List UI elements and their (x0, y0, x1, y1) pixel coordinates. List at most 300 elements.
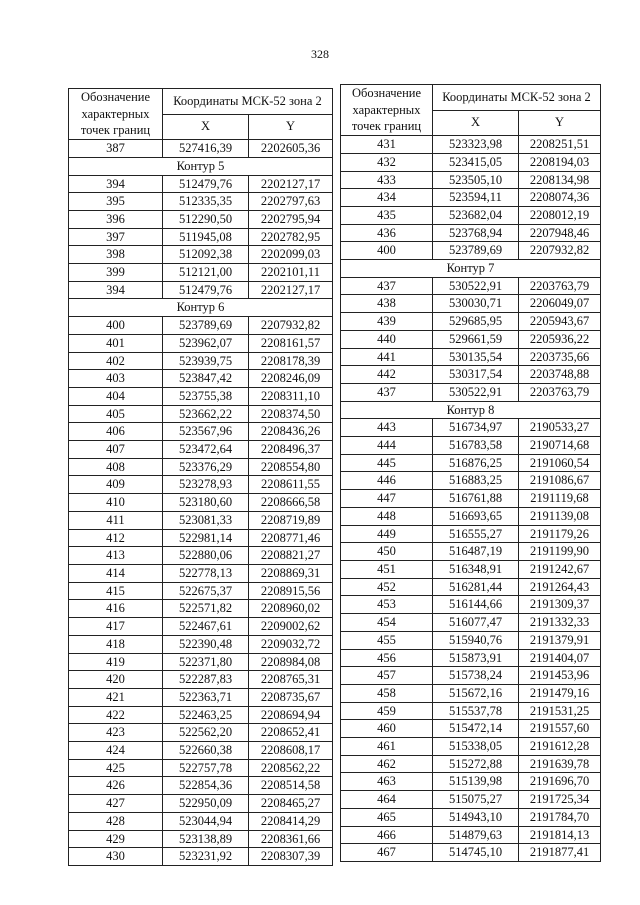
contour-row (341, 401, 601, 419)
y-coordinate-cell: 2203763,79 (519, 383, 601, 401)
x-coordinate-cell: 515873,91 (433, 649, 519, 667)
table-row (341, 667, 601, 685)
x-coordinate-cell: 522363,71 (163, 688, 249, 706)
point-id-cell: 430 (69, 848, 163, 866)
table-row (69, 423, 333, 441)
x-coordinate-cell: 522981,14 (163, 529, 249, 547)
x-coordinate-cell: 530030,71 (433, 295, 519, 313)
point-id-cell: 417 (69, 618, 163, 636)
point-id-cell: 431 (341, 136, 433, 154)
x-coordinate-cell: 512479,76 (163, 281, 249, 299)
point-id-cell: 443 (341, 419, 433, 437)
x-coordinate-cell: 522880,06 (163, 547, 249, 565)
y-coordinate-cell: 2207948,46 (519, 224, 601, 242)
table-row (341, 330, 601, 348)
x-coordinate-cell: 515338,05 (433, 738, 519, 756)
x-coordinate-cell: 523768,94 (433, 224, 519, 242)
table-row (69, 671, 333, 689)
y-coordinate-cell: 2208361,66 (249, 830, 333, 848)
table-row (341, 242, 601, 260)
y-coordinate-cell: 2208666,58 (249, 494, 333, 512)
page-number: 328 (311, 47, 329, 61)
point-id-cell: 434 (341, 189, 433, 207)
table-row (341, 631, 601, 649)
x-coordinate-cell: 522371,80 (163, 653, 249, 671)
table-row (69, 759, 333, 777)
y-coordinate-cell: 2191612,28 (519, 738, 601, 756)
x-coordinate-cell: 516348,91 (433, 560, 519, 578)
y-coordinate-cell: 2191379,91 (519, 631, 601, 649)
x-coordinate-cell: 522660,38 (163, 742, 249, 760)
x-coordinate-cell: 522571,82 (163, 600, 249, 618)
y-coordinate-cell: 2203735,66 (519, 348, 601, 366)
table-row (69, 352, 333, 370)
point-id-cell: 397 (69, 228, 163, 246)
point-id-cell: 450 (341, 543, 433, 561)
y-coordinate-cell: 2202099,03 (249, 246, 333, 264)
x-coordinate-cell: 530522,91 (433, 277, 519, 295)
table-row (69, 264, 333, 282)
point-id-cell: 426 (69, 777, 163, 795)
y-coordinate-cell: 2191309,37 (519, 596, 601, 614)
table-row (69, 564, 333, 582)
point-id-cell: 440 (341, 330, 433, 348)
x-header: X (163, 114, 249, 140)
point-id-cell: 454 (341, 614, 433, 632)
point-id-cell: 451 (341, 560, 433, 578)
point-id-cell: 455 (341, 631, 433, 649)
point-id-cell: 400 (341, 242, 433, 260)
table-header-row (341, 85, 601, 111)
y-coordinate-cell: 2202127,17 (249, 281, 333, 299)
y-coordinate-cell: 2191814,13 (519, 826, 601, 844)
point-id-cell: 387 (69, 140, 163, 158)
y-coordinate-cell: 2191784,70 (519, 808, 601, 826)
x-coordinate-cell: 523180,60 (163, 494, 249, 512)
y-coordinate-cell: 2190533,27 (519, 419, 601, 437)
point-id-cell: 412 (69, 529, 163, 547)
x-coordinate-cell: 522757,78 (163, 759, 249, 777)
x-coordinate-cell: 522287,83 (163, 671, 249, 689)
table-row (69, 795, 333, 813)
point-id-cell: 466 (341, 826, 433, 844)
x-coordinate-cell: 516876,25 (433, 454, 519, 472)
table-row (69, 547, 333, 565)
x-coordinate-cell: 523278,93 (163, 476, 249, 494)
x-header: X (433, 110, 519, 136)
x-coordinate-cell: 523323,98 (433, 136, 519, 154)
table-row (341, 543, 601, 561)
y-coordinate-cell: 2209032,72 (249, 635, 333, 653)
x-coordinate-cell: 523376,29 (163, 458, 249, 476)
x-coordinate-cell: 522854,36 (163, 777, 249, 795)
x-coordinate-cell: 523505,10 (433, 171, 519, 189)
y-coordinate-cell: 2191139,08 (519, 507, 601, 525)
x-coordinate-cell: 514943,10 (433, 808, 519, 826)
x-coordinate-cell: 516487,19 (433, 543, 519, 561)
table-row (341, 844, 601, 862)
x-coordinate-cell: 523415,05 (433, 153, 519, 171)
point-id-cell: 425 (69, 759, 163, 777)
x-coordinate-cell: 530135,54 (433, 348, 519, 366)
y-coordinate-cell: 2208611,55 (249, 476, 333, 494)
y-coordinate-cell: 2191557,60 (519, 720, 601, 738)
x-coordinate-cell: 512479,76 (163, 175, 249, 193)
y-coordinate-cell: 2205936,22 (519, 330, 601, 348)
x-coordinate-cell: 522778,13 (163, 564, 249, 582)
y-coordinate-cell: 2202795,94 (249, 210, 333, 228)
y-coordinate-cell: 2191877,41 (519, 844, 601, 862)
table-row (69, 582, 333, 600)
contour-label: Контур 6 (69, 299, 333, 317)
x-coordinate-cell: 523044,94 (163, 812, 249, 830)
point-id-cell: 424 (69, 742, 163, 760)
coordinates-table-right (340, 84, 601, 862)
table-row (69, 511, 333, 529)
point-id-cell: 428 (69, 812, 163, 830)
table-row (341, 171, 601, 189)
y-coordinate-cell: 2190714,68 (519, 437, 601, 455)
point-id-cell: 457 (341, 667, 433, 685)
x-coordinate-cell: 516761,88 (433, 490, 519, 508)
point-id-cell: 465 (341, 808, 433, 826)
table-row (341, 472, 601, 490)
table-row (341, 383, 601, 401)
x-coordinate-cell: 523594,11 (433, 189, 519, 207)
x-coordinate-cell: 512335,35 (163, 193, 249, 211)
table-row (69, 777, 333, 795)
point-id-cell: 408 (69, 458, 163, 476)
point-id-cell: 404 (69, 387, 163, 405)
x-coordinate-cell: 515672,16 (433, 684, 519, 702)
point-id-cell: 411 (69, 511, 163, 529)
y-coordinate-cell: 2191086,67 (519, 472, 601, 490)
table-row (69, 405, 333, 423)
x-coordinate-cell: 512121,00 (163, 264, 249, 282)
table-row (341, 578, 601, 596)
x-coordinate-cell: 511945,08 (163, 228, 249, 246)
point-id-cell: 460 (341, 720, 433, 738)
table-row (69, 210, 333, 228)
point-id-cell: 444 (341, 437, 433, 455)
point-id-cell: 394 (69, 281, 163, 299)
table-row (341, 525, 601, 543)
point-id-cell: 436 (341, 224, 433, 242)
point-id-cell: 433 (341, 171, 433, 189)
table-row (341, 437, 601, 455)
point-id-cell: 398 (69, 246, 163, 264)
y-coordinate-cell: 2208984,08 (249, 653, 333, 671)
table-row (69, 317, 333, 335)
y-coordinate-cell: 2203748,88 (519, 366, 601, 384)
y-coordinate-cell: 2208562,22 (249, 759, 333, 777)
y-coordinate-cell: 2208465,27 (249, 795, 333, 813)
table-row (69, 140, 333, 158)
x-coordinate-cell: 516144,66 (433, 596, 519, 614)
y-coordinate-cell: 2208652,41 (249, 724, 333, 742)
y-coordinate-cell: 2191179,26 (519, 525, 601, 543)
x-coordinate-cell: 523567,96 (163, 423, 249, 441)
contour-row (341, 260, 601, 278)
x-coordinate-cell: 516077,47 (433, 614, 519, 632)
table-row (69, 618, 333, 636)
y-coordinate-cell: 2202101,11 (249, 264, 333, 282)
point-id-cell: 461 (341, 738, 433, 756)
point-id-cell: 406 (69, 423, 163, 441)
x-coordinate-cell: 516734,97 (433, 419, 519, 437)
x-coordinate-cell: 522463,25 (163, 706, 249, 724)
point-id-cell: 410 (69, 494, 163, 512)
point-id-cell: 418 (69, 635, 163, 653)
point-id-cell: 416 (69, 600, 163, 618)
point-id-cell: 402 (69, 352, 163, 370)
point-id-cell: 456 (341, 649, 433, 667)
y-coordinate-cell: 2205943,67 (519, 313, 601, 331)
point-id-cell: 435 (341, 206, 433, 224)
x-coordinate-cell: 530317,54 (433, 366, 519, 384)
table-row (341, 755, 601, 773)
x-coordinate-cell: 523939,75 (163, 352, 249, 370)
y-coordinate-cell: 2208765,31 (249, 671, 333, 689)
x-coordinate-cell: 515139,98 (433, 773, 519, 791)
point-id-cell: 396 (69, 210, 163, 228)
point-id-cell: 403 (69, 370, 163, 388)
y-header: Y (249, 114, 333, 140)
y-coordinate-cell: 2191332,33 (519, 614, 601, 632)
y-coordinate-cell: 2208246,09 (249, 370, 333, 388)
y-coordinate-cell: 2202782,95 (249, 228, 333, 246)
y-coordinate-cell: 2191725,34 (519, 791, 601, 809)
x-coordinate-cell: 523789,69 (163, 317, 249, 335)
y-coordinate-cell: 2208194,03 (519, 153, 601, 171)
y-header: Y (519, 110, 601, 136)
y-coordinate-cell: 2208012,19 (519, 206, 601, 224)
table-row (69, 724, 333, 742)
table-row (341, 702, 601, 720)
point-id-cell: 462 (341, 755, 433, 773)
x-coordinate-cell: 522562,20 (163, 724, 249, 742)
point-designation-header: Обозначение характерных точек границ (341, 85, 433, 136)
y-coordinate-cell: 2208960,02 (249, 600, 333, 618)
table-row (69, 334, 333, 352)
point-id-cell: 422 (69, 706, 163, 724)
table-row (341, 153, 601, 171)
table-row (69, 246, 333, 264)
table-row (341, 206, 601, 224)
y-coordinate-cell: 2191242,67 (519, 560, 601, 578)
table-row (341, 224, 601, 242)
y-coordinate-cell: 2202797,63 (249, 193, 333, 211)
point-id-cell: 415 (69, 582, 163, 600)
y-coordinate-cell: 2208735,67 (249, 688, 333, 706)
y-coordinate-cell: 2207932,82 (519, 242, 601, 260)
y-coordinate-cell: 2208414,29 (249, 812, 333, 830)
table-row (69, 175, 333, 193)
x-coordinate-cell: 512290,50 (163, 210, 249, 228)
y-coordinate-cell: 2208161,57 (249, 334, 333, 352)
point-id-cell: 442 (341, 366, 433, 384)
y-coordinate-cell: 2209002,62 (249, 618, 333, 636)
point-id-cell: 401 (69, 334, 163, 352)
y-coordinate-cell: 2203763,79 (519, 277, 601, 295)
y-coordinate-cell: 2207932,82 (249, 317, 333, 335)
y-coordinate-cell: 2208134,98 (519, 171, 601, 189)
y-coordinate-cell: 2208496,37 (249, 441, 333, 459)
x-coordinate-cell: 515272,88 (433, 755, 519, 773)
point-id-cell: 429 (69, 830, 163, 848)
y-coordinate-cell: 2208608,17 (249, 742, 333, 760)
x-coordinate-cell: 523847,42 (163, 370, 249, 388)
contour-row (69, 157, 333, 175)
coordinates-table-left (68, 88, 333, 866)
point-id-cell: 437 (341, 383, 433, 401)
y-coordinate-cell: 2208311,10 (249, 387, 333, 405)
x-coordinate-cell: 527416,39 (163, 140, 249, 158)
table-row (341, 773, 601, 791)
y-coordinate-cell: 2208554,80 (249, 458, 333, 476)
x-coordinate-cell: 523755,38 (163, 387, 249, 405)
table-row (69, 653, 333, 671)
table-row (341, 348, 601, 366)
point-id-cell: 437 (341, 277, 433, 295)
x-coordinate-cell: 515537,78 (433, 702, 519, 720)
table-row (341, 720, 601, 738)
x-coordinate-cell: 523682,04 (433, 206, 519, 224)
table-row (69, 441, 333, 459)
y-coordinate-cell: 2191453,96 (519, 667, 601, 685)
table-row (341, 454, 601, 472)
y-coordinate-cell: 2208869,31 (249, 564, 333, 582)
table-row (69, 706, 333, 724)
table-row (69, 494, 333, 512)
point-id-cell: 445 (341, 454, 433, 472)
y-coordinate-cell: 2202605,36 (249, 140, 333, 158)
point-id-cell: 446 (341, 472, 433, 490)
point-id-cell: 419 (69, 653, 163, 671)
y-coordinate-cell: 2191404,07 (519, 649, 601, 667)
table-row (69, 830, 333, 848)
point-id-cell: 409 (69, 476, 163, 494)
x-coordinate-cell: 522675,37 (163, 582, 249, 600)
y-coordinate-cell: 2208915,56 (249, 582, 333, 600)
table-row (69, 458, 333, 476)
table-row (341, 419, 601, 437)
table-row (341, 808, 601, 826)
x-coordinate-cell: 516883,25 (433, 472, 519, 490)
point-id-cell: 432 (341, 153, 433, 171)
table-row (341, 596, 601, 614)
point-id-cell: 447 (341, 490, 433, 508)
table-row (341, 490, 601, 508)
contour-label: Контур 8 (341, 401, 601, 419)
y-coordinate-cell: 2191199,90 (519, 543, 601, 561)
table-row (69, 387, 333, 405)
point-id-cell: 399 (69, 264, 163, 282)
x-coordinate-cell: 516693,65 (433, 507, 519, 525)
x-coordinate-cell: 523138,89 (163, 830, 249, 848)
table-row (341, 649, 601, 667)
table-row (69, 370, 333, 388)
point-id-cell: 448 (341, 507, 433, 525)
table-row (341, 826, 601, 844)
x-coordinate-cell: 522467,61 (163, 618, 249, 636)
y-coordinate-cell: 2208719,89 (249, 511, 333, 529)
x-coordinate-cell: 512092,38 (163, 246, 249, 264)
table-row (69, 476, 333, 494)
table-row (69, 635, 333, 653)
table-row (69, 281, 333, 299)
table-row (69, 688, 333, 706)
point-id-cell: 453 (341, 596, 433, 614)
table-row (341, 560, 601, 578)
table-row (341, 684, 601, 702)
table-header-row (69, 89, 333, 115)
x-coordinate-cell: 523962,07 (163, 334, 249, 352)
table-row (69, 600, 333, 618)
point-id-cell: 463 (341, 773, 433, 791)
y-coordinate-cell: 2191264,43 (519, 578, 601, 596)
table-row (341, 614, 601, 632)
table-row (341, 738, 601, 756)
contour-row (69, 299, 333, 317)
y-coordinate-cell: 2208694,94 (249, 706, 333, 724)
table-row (69, 848, 333, 866)
y-coordinate-cell: 2208074,36 (519, 189, 601, 207)
x-coordinate-cell: 523662,22 (163, 405, 249, 423)
y-coordinate-cell: 2208307,39 (249, 848, 333, 866)
y-coordinate-cell: 2191696,70 (519, 773, 601, 791)
y-coordinate-cell: 2208514,58 (249, 777, 333, 795)
x-coordinate-cell: 515940,76 (433, 631, 519, 649)
table-row (341, 295, 601, 313)
y-coordinate-cell: 2208178,39 (249, 352, 333, 370)
point-id-cell: 449 (341, 525, 433, 543)
point-id-cell: 400 (69, 317, 163, 335)
y-coordinate-cell: 2202127,17 (249, 175, 333, 193)
y-coordinate-cell: 2191119,68 (519, 490, 601, 508)
x-coordinate-cell: 514879,63 (433, 826, 519, 844)
y-coordinate-cell: 2191639,78 (519, 755, 601, 773)
table-row (69, 193, 333, 211)
y-coordinate-cell: 2208251,51 (519, 136, 601, 154)
x-coordinate-cell: 515472,14 (433, 720, 519, 738)
table-row (341, 277, 601, 295)
table-row (69, 228, 333, 246)
x-coordinate-cell: 530522,91 (433, 383, 519, 401)
table-row (341, 313, 601, 331)
point-id-cell: 394 (69, 175, 163, 193)
y-coordinate-cell: 2191531,25 (519, 702, 601, 720)
point-id-cell: 421 (69, 688, 163, 706)
x-coordinate-cell: 529685,95 (433, 313, 519, 331)
x-coordinate-cell: 516783,58 (433, 437, 519, 455)
point-id-cell: 467 (341, 844, 433, 862)
x-coordinate-cell: 523472,64 (163, 441, 249, 459)
table-row (341, 507, 601, 525)
coordinates-header: Координаты МСК-52 зона 2 (163, 89, 333, 115)
point-id-cell: 423 (69, 724, 163, 742)
x-coordinate-cell: 523081,33 (163, 511, 249, 529)
point-id-cell: 407 (69, 441, 163, 459)
table-row (341, 136, 601, 154)
point-id-cell: 420 (69, 671, 163, 689)
point-id-cell: 452 (341, 578, 433, 596)
x-coordinate-cell: 523789,69 (433, 242, 519, 260)
y-coordinate-cell: 2206049,07 (519, 295, 601, 313)
table-row (69, 529, 333, 547)
point-id-cell: 395 (69, 193, 163, 211)
table-row (341, 189, 601, 207)
